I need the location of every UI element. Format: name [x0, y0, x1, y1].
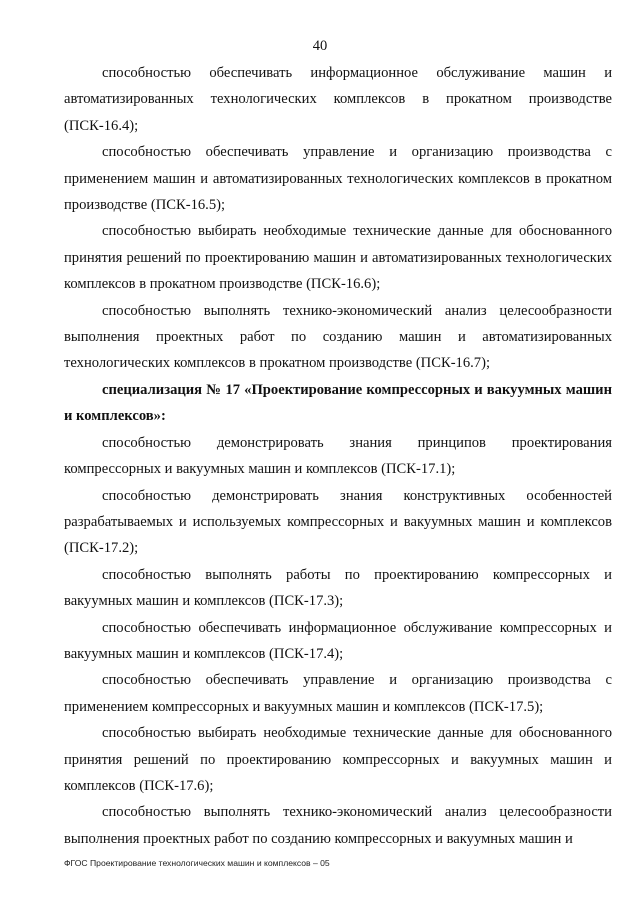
paragraph-psk-17-4: способностью обеспечивать информационное обслуживание компрессорных и вакуумных машин и комплексов (ПСК-17.4);: [64, 619, 612, 662]
specialization-17-heading: специализация № 17 «Проектирование компрессорных и вакуумных машин и комплексов»:: [64, 381, 612, 425]
page-number: 40: [312, 38, 328, 54]
paragraph-psk-17-1: способностью демонстрировать знания принципов проектирования компрессорных и вакуумных машин и комплексов (ПСК-17.1);: [64, 434, 612, 478]
page-footer: ФГОС Проектирование технологических машин и комплексов – 05: [64, 858, 330, 868]
paragraph-psk-16-5: способностью обеспечивать управление и организацию производства с применением машин и автоматизированных технологических комплексов в прокатном производстве (ПСК-16.5);: [64, 144, 612, 214]
paragraph-psk-16-7: способностью выполнять технико-экономический анализ целесообразности выполнения проектных работ по созданию машин и автоматизированных технологических комплексов в прокатном производстве (ПСК-16.7);: [64, 302, 612, 372]
paragraph-psk-17-7: способностью выполнять технико-экономический анализ целесообразности выполнения проектных работ по созданию компрессорных и вакуумных машин и: [64, 804, 612, 847]
paragraph-psk-17-5: способностью обеспечивать управление и организацию производства с применением компрессорных и вакуумных машин и комплексов (ПСК-17.5);: [64, 672, 612, 715]
paragraph-psk-17-3: способностью выполнять работы по проектированию компрессорных и вакуумных машин и комплексов (ПСК-17.3);: [64, 566, 612, 610]
paragraph-psk-17-2: способностью демонстрировать знания конструктивных особенностей разрабатываемых и используемых компрессорных и вакуумных машин и комплексов (ПСК-17.2);: [64, 487, 612, 557]
paragraph-psk-17-6: способностью выбирать необходимые технические данные для обоснованного принятия решений по проектированию компрессорных и вакуумных машин и комплексов (ПСК-17.6);: [64, 725, 612, 794]
paragraph-psk-16-4: способностью обеспечивать информационное обслуживание машин и автоматизированных технологических комплексов в прокатном производстве (ПСК-16.4);: [64, 65, 612, 134]
document-body: [64, 60, 612, 852]
paragraph-psk-16-6: способностью выбирать необходимые технические данные для обоснованного принятия решений по проектированию машин и автоматизированных технологических комплексов в прокатном производстве (ПСК-16.6);: [64, 223, 612, 293]
